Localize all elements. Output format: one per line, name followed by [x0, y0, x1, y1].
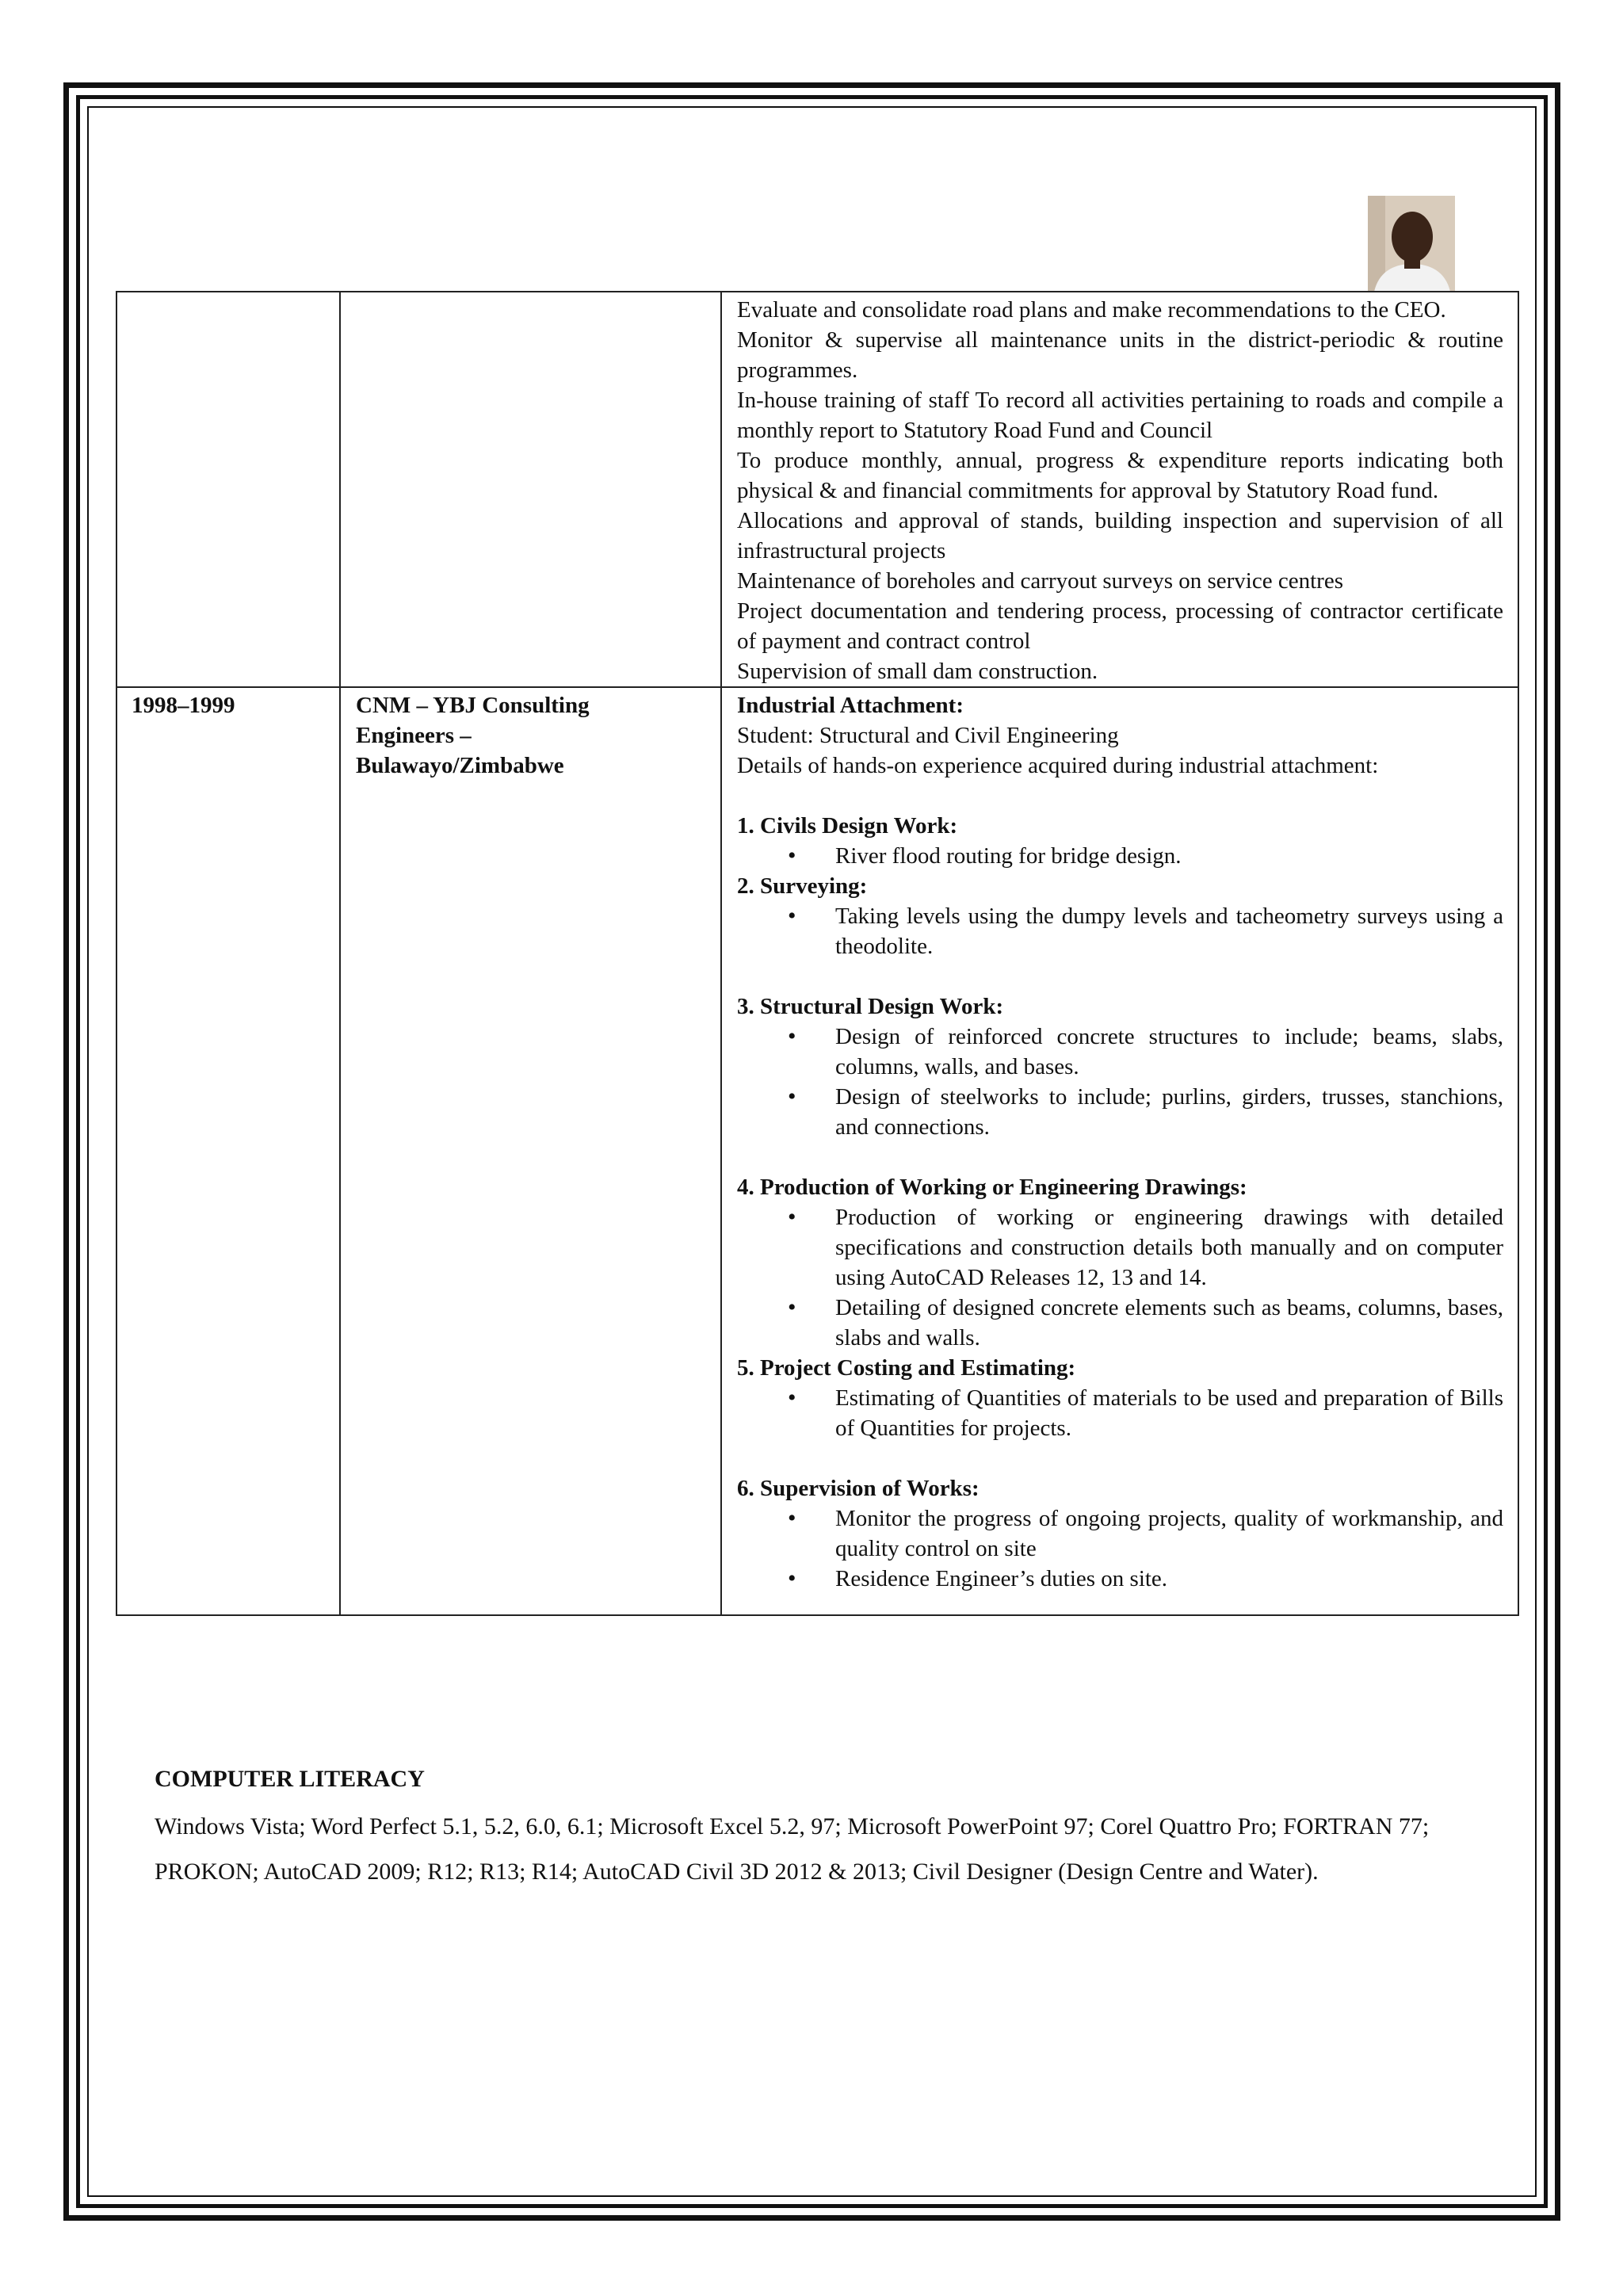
bullet-list — [737, 841, 1503, 871]
duty-item: Monitor & supervise all maintenance units in the district-periodic & routine programmes. — [737, 327, 1503, 383]
bullet-list — [737, 901, 1503, 961]
bullet-list — [737, 1383, 1503, 1443]
table-row — [116, 292, 1518, 687]
bullet-item: • Production of working or engineering drawings with detailed specifications and construction details both manually and on computer using AutoCAD Releases 12, 13 and 14. — [737, 1202, 1503, 1293]
spacer — [737, 781, 1503, 811]
computer-literacy-text: Windows Vista; Word Perfect 5.1, 5.2, 6.0, 6.1; Microsoft Excel 5.2, 97; Microsoft PowerPoint 97; Corel Quattro Pro; FORTRAN 77; PROKON; AutoCAD 2009; R12; R13; R14; AutoCAD Civil 3D 2012 & 2013; Civil Designer (Design Centre and Water). — [155, 1813, 1430, 1885]
spacer — [737, 961, 1503, 991]
bullet-item: • Taking levels using the dumpy levels and tacheometry surveys using a theodolite. — [737, 901, 1503, 961]
section-heading: 2. Surveying: — [737, 873, 868, 899]
section-heading: 3. Structural Design Work: — [737, 994, 1004, 1019]
section-heading: 1. Civils Design Work: — [737, 813, 958, 839]
bullet-list — [737, 1202, 1503, 1353]
period-cell: 1998–1999 — [116, 687, 340, 1615]
spacer — [737, 1443, 1503, 1473]
spacer — [737, 1142, 1503, 1172]
organisation-cell-empty — [340, 292, 721, 687]
table-row — [116, 687, 1518, 1615]
organisation-line: CNM – YBJ Consulting — [356, 693, 590, 718]
organisation-line: Bulawayo/Zimbabwe — [356, 753, 564, 778]
organisation-cell — [340, 687, 721, 1615]
organisation-line: Engineers – — [356, 723, 472, 748]
bullet-item: • Detailing of designed concrete elements such as beams, columns, bases, slabs and walls. — [737, 1293, 1503, 1353]
section-heading: 4. Production of Working or Engineering Drawings: — [737, 1175, 1247, 1200]
portrait-photo — [1368, 196, 1455, 292]
role-duties-cell — [721, 292, 1518, 687]
work-experience-table — [116, 291, 1519, 1616]
bullet-item: • River flood routing for bridge design. — [737, 841, 1503, 871]
bullet-item: • Monitor the progress of ongoing projects, quality of workmanship, and quality control on site — [737, 1503, 1503, 1564]
duty-item: In-house training of staff To record all activities pertaining to roads and compile a monthly report to Statutory Road Fund and Council — [737, 388, 1503, 443]
attachment-intro: Details of hands-on experience acquired during industrial attachment: — [737, 753, 1379, 778]
bullet-list — [737, 1022, 1503, 1142]
attachment-student: Student: Structural and Civil Engineering — [737, 723, 1119, 748]
duty-item: Supervision of small dam construction. — [737, 659, 1098, 684]
bullet-item: • Estimating of Quantities of materials to be used and preparation of Bills of Quantities for projects. — [737, 1383, 1503, 1443]
section-heading: 6. Supervision of Works: — [737, 1476, 980, 1501]
bullet-item: • Residence Engineer’s duties on site. — [737, 1564, 1503, 1594]
bullet-item: • Design of reinforced concrete structures to include; beams, slabs, columns, walls, and bases. — [737, 1022, 1503, 1082]
attachment-heading: Industrial Attachment: — [737, 693, 964, 718]
computer-literacy-section — [155, 1764, 1502, 1894]
duty-item: Project documentation and tendering process, processing of contractor certificate of payment and contract control — [737, 598, 1503, 654]
duty-item: Evaluate and consolidate road plans and make recommendations to the CEO. — [737, 297, 1446, 323]
bullet-list — [737, 1503, 1503, 1594]
period-cell-empty — [116, 292, 340, 687]
computer-literacy-heading: COMPUTER LITERACY — [155, 1766, 425, 1792]
duty-item: Allocations and approval of stands, building inspection and supervision of all infrastructural projects — [737, 508, 1503, 563]
section-heading: 5. Project Costing and Estimating: — [737, 1355, 1076, 1381]
bullet-item: • Design of steelworks to include; purlins, girders, trusses, stanchions, and connections. — [737, 1082, 1503, 1142]
duty-item: Maintenance of boreholes and carryout surveys on service centres — [737, 568, 1343, 594]
attachment-details-cell — [721, 687, 1518, 1615]
duty-item: To produce monthly, annual, progress & expenditure reports indicating both physical & and financial commitments for approval by Statutory Road fund. — [737, 448, 1503, 503]
